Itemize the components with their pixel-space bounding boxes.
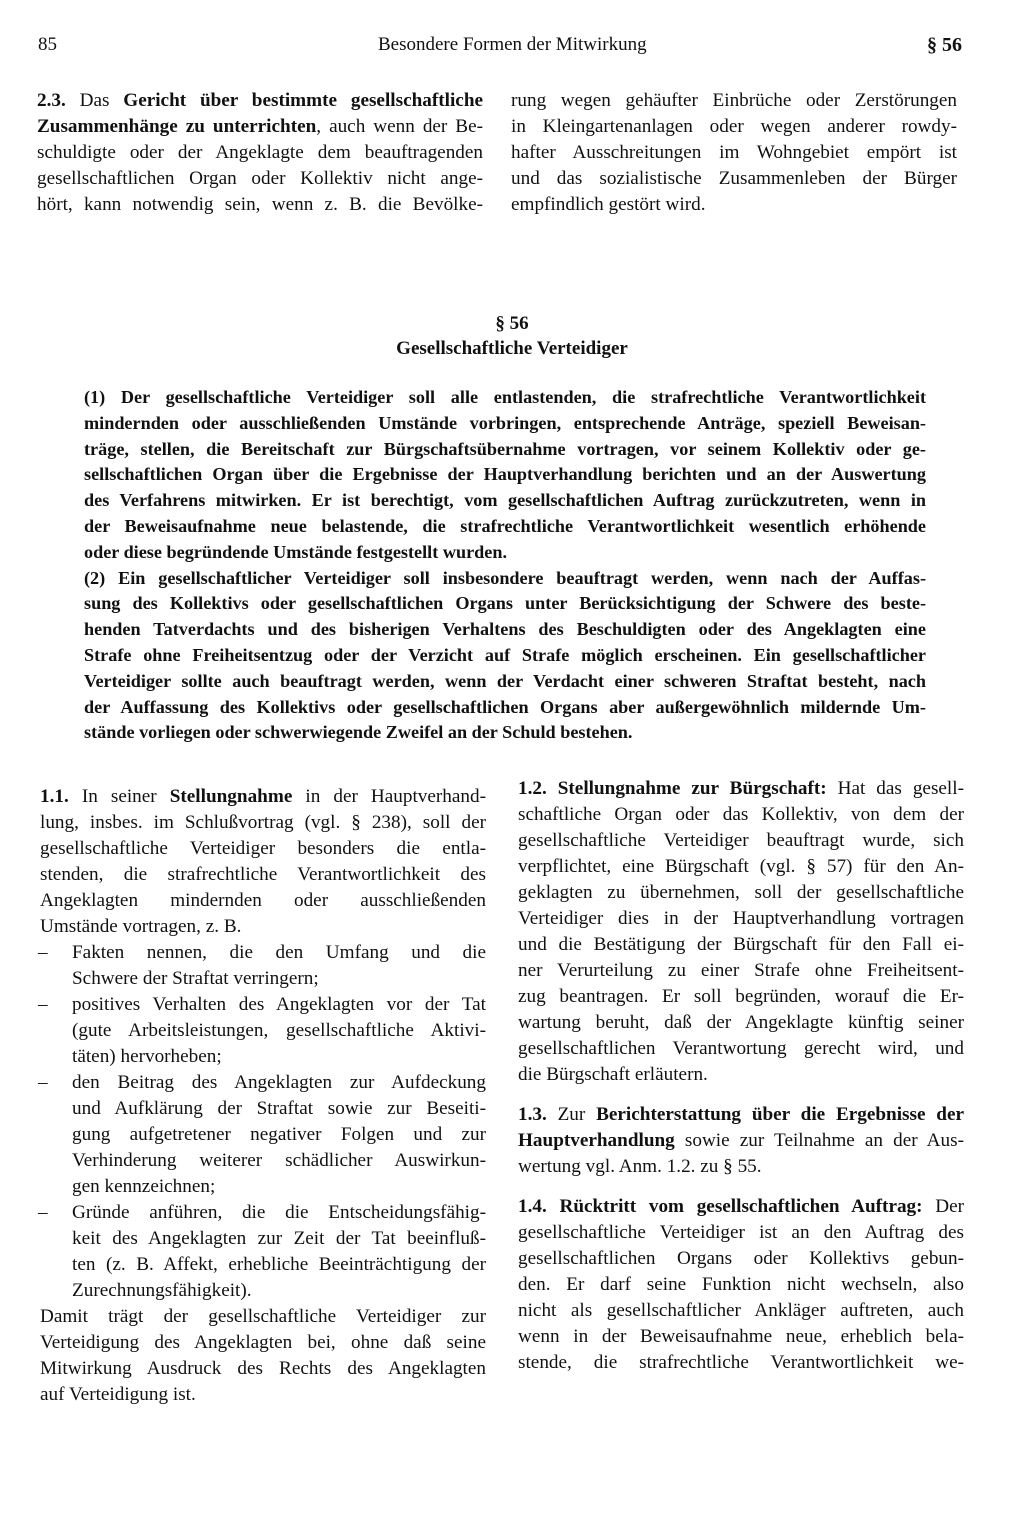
commentary-2-3-left (37, 88, 483, 218)
text-line: geklagten zu übernehmen, soll der gesellschaftliche (518, 882, 964, 903)
text-line: ner Verurteilung zu einer Strafe ohne Freiheitsent- (518, 960, 964, 981)
page-number: 85 (38, 34, 57, 55)
dash-bullet: – (38, 942, 48, 963)
text-line: Zurechnungsfähigkeit). (72, 1280, 252, 1301)
section-sign: § 56 (927, 34, 962, 56)
text-line: keit des Angeklagten zur Zeit der Tat beeinfluß- (72, 1228, 486, 1249)
text-line: positives Verhalten des Angeklagten vor der Tat (72, 994, 486, 1015)
law-line: (1) Der gesellschaftliche Verteidiger soll alle entlastenden, die strafrechtliche Verantwortlichkeit (84, 387, 926, 407)
law-line: mindernden oder ausschließenden Umstände vorbringen, entsprechende Anträge, speziell Beweisan- (84, 412, 926, 433)
text-line: empfindlich gestört wird. (511, 194, 706, 215)
bold-heading: Hauptverhandlung (518, 1130, 675, 1151)
text-line: gesellschaftlichen Verantwortung gerecht wird, und (518, 1038, 964, 1059)
text-line: gesellschaftlichen Organs oder Kollektivs gebun- (518, 1248, 964, 1269)
text-line: Zusammenhänge zu unterrichten, auch wenn der Be- (37, 116, 484, 137)
law-line: oder diese begründende Umstände festgestellt wurden. (84, 541, 508, 562)
text-line: wenn in der Beweisaufnahme neue, erheblich bela- (518, 1326, 964, 1347)
bold-heading: Berichterstattung über die Ergebnisse der (596, 1104, 964, 1125)
text-line: den Beitrag des Angeklagten zur Aufdeckung (72, 1072, 486, 1093)
text-line: täten) hervorheben; (72, 1046, 222, 1067)
bold-heading: 1.2. Stellungnahme zur Bürgschaft: (518, 778, 827, 799)
text-line: schaftliche Organ oder das Kollektiv, von dem der (518, 804, 964, 825)
note-number: 1.1. (40, 786, 69, 807)
list-item (40, 992, 486, 1070)
text-line: gesellschaftlichen Organ oder Kollektiv nicht ange- (37, 168, 483, 189)
law-line: henden Tatverdachts und des bisherigen Verhaltens des Beschuldigten oder des Angeklagten eine (84, 619, 926, 640)
text-line: schuldigte oder der Angeklagte dem beauftragenden (37, 142, 483, 163)
text-line: stenden, die strafrechtliche Verantwortlichkeit des (40, 864, 486, 885)
text-line: und das sozialistische Zusammenleben der Bürger (511, 168, 957, 189)
text-line: Angeklagten mindernden oder ausschließenden (40, 890, 486, 911)
text-line: Umstände vortragen, z. B. (40, 916, 242, 937)
note-number: 1.3. (518, 1104, 547, 1125)
text-line: gesellschaftliche Verteidiger ist an den Auftrag des (518, 1222, 964, 1243)
text-line: die Bürgschaft erläutern. (518, 1064, 708, 1085)
text-line: 1.3. Zur Berichterstattung über die Ergebnisse der (518, 1104, 964, 1125)
text-line: Hauptverhandlung sowie zur Teilnahme an der Aus- (518, 1130, 964, 1151)
list-item (40, 1200, 486, 1304)
text-line: 1.2. Stellungnahme zur Bürgschaft: Hat das gesell- (518, 778, 964, 799)
text-line: Fakten nennen, die den Umfang und die (72, 942, 486, 963)
commentary-2-3-right (511, 88, 957, 218)
text-line: gen kennzeichnen; (72, 1176, 216, 1197)
text-line: den. Er darf seine Funktion nicht wechseln, also (518, 1274, 964, 1295)
law-text (84, 385, 926, 746)
law-section-title: Gesellschaftliche Verteidiger (396, 338, 628, 359)
law-line: der Auffassung des Kollektivs oder gesellschaftlichen Organs aber außergewöhnlich mildernde Um- (84, 696, 926, 717)
law-line: sellschaftlichen Organ über die Ergebnisse der Hauptverhandlung berichten und an der Auswertung (84, 464, 926, 485)
text-line: gesellschaftliche Verteidiger besonders die entla- (40, 838, 486, 859)
law-line: Verteidiger sollte auch beauftragt werden, wenn der Verdacht einer schweren Straftat besteht, nach (84, 670, 926, 691)
text-line: hört, kann notwendig sein, wenn z. B. die Bevölke- (37, 194, 483, 215)
text-line: 1.4. Rücktritt vom gesellschaftlichen Auftrag: Der (518, 1196, 964, 1217)
bold-heading: Gericht über bestimmte gesellschaftliche (123, 90, 484, 111)
text-line: Verteidigung des Angeklagten bei, ohne daß seine (40, 1332, 486, 1353)
law-line: des Verfahrens mitwirken. Er ist berechtigt, vom gesellschaftlichen Auftrag zurückzutreten, wenn in (84, 490, 926, 511)
running-title: Besondere Formen der Mitwirkung (378, 34, 647, 55)
text-line: wartung beruht, daß der Angeklagte künftig seiner (518, 1012, 964, 1033)
law-line: stände vorliegen oder schwerwiegende Zweifel an der Schuld bestehen. (84, 722, 633, 743)
dash-bullet: – (38, 1202, 48, 1223)
text-line: gesellschaftliche Verteidiger beauftragt wurde, sich (518, 830, 964, 851)
text-line: rung wegen gehäufter Einbrüche oder Zerstörungen (511, 90, 957, 111)
law-line: Strafe ohne Freiheitsentzug oder der Verzicht auf Strafe möglich erscheinen. Ein gesellschaftlicher (84, 644, 926, 665)
text-line: Damit trägt der gesellschaftliche Verteidiger zur (40, 1306, 486, 1327)
text-line: 2.3. Das Gericht über bestimmte gesellschaftliche (37, 90, 484, 111)
paragraph-gap (518, 1180, 964, 1194)
running-header (38, 34, 962, 64)
text-line: wertung vgl. Anm. 1.2. zu § 55. (518, 1156, 762, 1177)
text-line: auf Verteidigung ist. (40, 1384, 196, 1405)
dash-bullet: – (38, 1072, 48, 1093)
law-line: träge, stellen, die Bereitschaft zur Bürgschaftsübernahme vortragen, vor seinem Kollektiv oder ge- (84, 438, 926, 459)
text-line: Mitwirkung Ausdruck des Rechts des Angeklagten (40, 1358, 486, 1379)
bold-heading: Stellungnahme (169, 786, 293, 807)
law-line: sung des Kollektivs oder gesellschaftlichen Organs unter Berücksichtigung der Schwere des beste- (84, 593, 926, 614)
text-line: zug beantragen. Er soll begründen, worauf die Er- (518, 986, 964, 1007)
text-line: lung, insbes. im Schlußvortrag (vgl. § 238), soll der (40, 812, 486, 833)
law-line: der Beweisaufnahme neue belastende, die strafrechtliche Verantwortlichkeit wesentlich erhöhende (84, 515, 926, 536)
text-line: Verhinderung weiterer schädlicher Auswirkun- (72, 1150, 486, 1171)
text-line: nicht als gesellschaftlicher Ankläger auftreten, auch (518, 1300, 964, 1321)
text-line: und Aufklärung der Straftat sowie zur Beseiti- (72, 1098, 486, 1119)
note-number: 2.3. (37, 90, 66, 111)
list-item (40, 1070, 486, 1200)
text-line: und die Bestätigung der Bürgschaft für den Fall ei- (518, 934, 964, 955)
text-line: Schwere der Straftat verringern; (72, 968, 319, 989)
law-line: (2) Ein gesellschaftlicher Verteidiger soll insbesondere beauftragt werden, wenn nach der Auffas- (84, 567, 926, 588)
text-line: gung aufgetretener negativer Folgen und zur (72, 1124, 486, 1145)
text-line: 1.1. In seiner Stellungnahme in der Hauptverhand- (40, 786, 486, 807)
text-line: hafter Ausschreitungen im Wohngebiet empört ist (511, 142, 957, 163)
text-line: ten (z. B. Affekt, erhebliche Beeinträchtigung der (72, 1254, 486, 1275)
text-line: Gründe anführen, die die Entscheidungsfähig- (72, 1202, 486, 1223)
text-line: in Kleingartenanlagen oder wegen anderer rowdy- (511, 116, 957, 137)
law-section-sign: § 56 (495, 313, 529, 334)
text-line: verpflichtet, eine Bürgschaft (vgl. § 57) für den An- (518, 856, 964, 877)
list-item (40, 940, 486, 992)
commentary-1-2-to-1-4 (518, 776, 964, 1376)
bold-heading: 1.4. Rücktritt vom gesellschaftlichen Auftrag: (518, 1196, 923, 1217)
text-line: stende, die strafrechtliche Verantwortlichkeit we- (518, 1352, 964, 1373)
commentary-1-1 (40, 784, 486, 1408)
dash-bullet: – (38, 994, 48, 1015)
paragraph-gap (518, 1088, 964, 1102)
text-line: (gute Arbeitsleistungen, gesellschaftliche Aktivi- (72, 1020, 486, 1041)
bold-heading: Zusammenhänge zu unterrichten (37, 116, 317, 137)
text-line: Verteidiger dies in der Hauptverhandlung vortragen (518, 908, 964, 929)
